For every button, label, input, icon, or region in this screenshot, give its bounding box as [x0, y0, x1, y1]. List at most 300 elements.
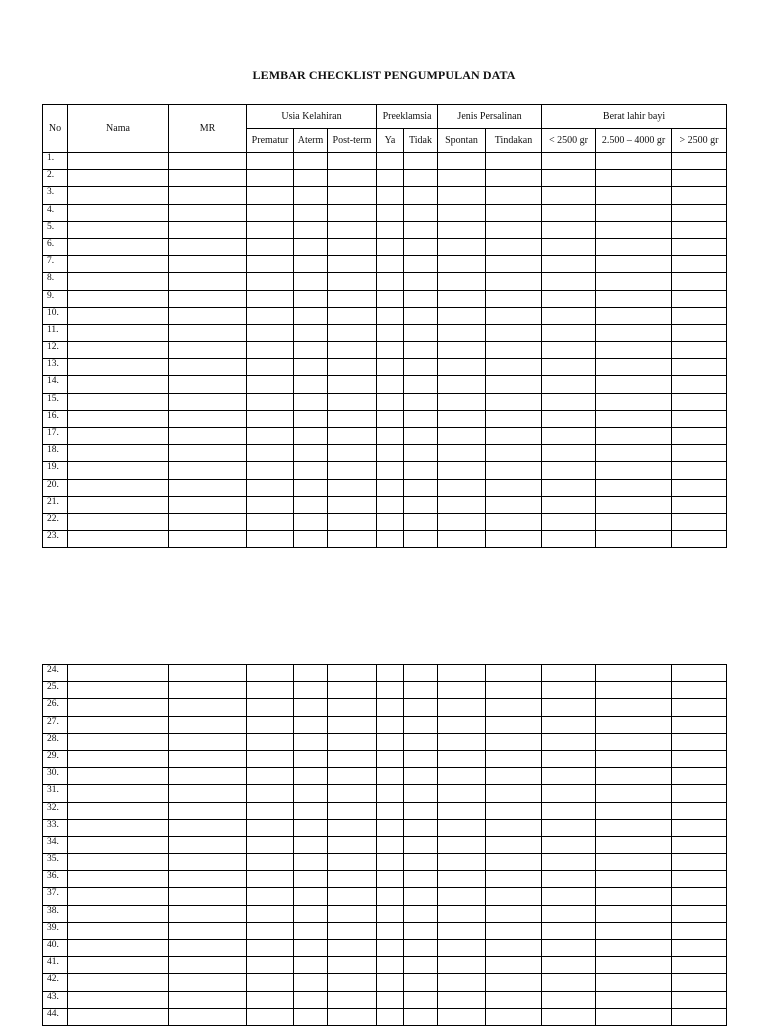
row-number: 11.: [43, 324, 68, 341]
table-row: [43, 307, 727, 324]
empty-cell: [542, 940, 596, 957]
empty-cell: [596, 307, 672, 324]
empty-cell: [672, 750, 727, 767]
empty-cell: [596, 802, 672, 819]
empty-cell: [672, 922, 727, 939]
empty-cell: [377, 957, 404, 974]
empty-cell: [68, 854, 169, 871]
empty-cell: [672, 187, 727, 204]
empty-cell: [596, 513, 672, 530]
empty-cell: [169, 342, 247, 359]
empty-cell: [438, 922, 486, 939]
empty-cell: [328, 359, 377, 376]
empty-cell: [596, 665, 672, 682]
header-no: No: [43, 105, 68, 153]
table-row: [43, 940, 727, 957]
empty-cell: [294, 342, 328, 359]
empty-cell: [169, 256, 247, 273]
empty-cell: [486, 1008, 542, 1025]
empty-cell: [486, 273, 542, 290]
empty-cell: [486, 342, 542, 359]
table-row: [43, 768, 727, 785]
empty-cell: [328, 324, 377, 341]
empty-cell: [542, 871, 596, 888]
empty-cell: [247, 324, 294, 341]
empty-cell: [596, 445, 672, 462]
empty-cell: [672, 665, 727, 682]
empty-cell: [404, 991, 438, 1008]
empty-cell: [377, 665, 404, 682]
empty-cell: [68, 307, 169, 324]
empty-cell: [169, 170, 247, 187]
empty-cell: [68, 957, 169, 974]
empty-cell: [377, 428, 404, 445]
empty-cell: [247, 410, 294, 427]
empty-cell: [294, 307, 328, 324]
empty-cell: [328, 410, 377, 427]
empty-cell: [68, 359, 169, 376]
empty-cell: [596, 888, 672, 905]
empty-cell: [438, 393, 486, 410]
empty-cell: [247, 170, 294, 187]
empty-cell: [438, 991, 486, 1008]
empty-cell: [247, 531, 294, 548]
empty-cell: [169, 957, 247, 974]
empty-cell: [438, 513, 486, 530]
empty-cell: [438, 733, 486, 750]
empty-cell: [328, 153, 377, 170]
empty-cell: [404, 716, 438, 733]
empty-cell: [404, 170, 438, 187]
empty-cell: [542, 170, 596, 187]
empty-cell: [596, 428, 672, 445]
empty-cell: [377, 359, 404, 376]
empty-cell: [68, 1008, 169, 1025]
empty-cell: [404, 273, 438, 290]
empty-cell: [542, 273, 596, 290]
table-row: [43, 922, 727, 939]
empty-cell: [486, 699, 542, 716]
empty-cell: [294, 957, 328, 974]
empty-cell: [169, 716, 247, 733]
empty-cell: [404, 410, 438, 427]
empty-cell: [438, 750, 486, 767]
empty-cell: [68, 204, 169, 221]
empty-cell: [438, 445, 486, 462]
row-number: 28.: [43, 733, 68, 750]
empty-cell: [404, 871, 438, 888]
empty-cell: [438, 342, 486, 359]
empty-cell: [377, 290, 404, 307]
empty-cell: [68, 187, 169, 204]
empty-cell: [542, 733, 596, 750]
empty-cell: [596, 410, 672, 427]
empty-cell: [672, 699, 727, 716]
empty-cell: [404, 854, 438, 871]
empty-cell: [542, 802, 596, 819]
empty-cell: [404, 665, 438, 682]
empty-cell: [294, 376, 328, 393]
empty-cell: [596, 153, 672, 170]
empty-cell: [247, 513, 294, 530]
empty-cell: [438, 888, 486, 905]
table-row: [43, 802, 727, 819]
table-row: [43, 428, 727, 445]
empty-cell: [68, 342, 169, 359]
row-number: 43.: [43, 991, 68, 1008]
table-row: [43, 221, 727, 238]
empty-cell: [169, 802, 247, 819]
empty-cell: [404, 957, 438, 974]
empty-cell: [328, 665, 377, 682]
row-number: 34.: [43, 836, 68, 853]
empty-cell: [404, 682, 438, 699]
empty-cell: [328, 940, 377, 957]
empty-cell: [68, 428, 169, 445]
empty-cell: [377, 221, 404, 238]
empty-cell: [169, 393, 247, 410]
empty-cell: [169, 204, 247, 221]
row-number: 42.: [43, 974, 68, 991]
empty-cell: [672, 991, 727, 1008]
empty-cell: [68, 802, 169, 819]
empty-cell: [404, 750, 438, 767]
empty-cell: [596, 376, 672, 393]
empty-cell: [672, 888, 727, 905]
empty-cell: [328, 922, 377, 939]
header-aterm: Aterm: [294, 129, 328, 153]
empty-cell: [169, 819, 247, 836]
empty-cell: [404, 785, 438, 802]
empty-cell: [542, 462, 596, 479]
empty-cell: [672, 682, 727, 699]
empty-cell: [486, 393, 542, 410]
empty-cell: [247, 273, 294, 290]
empty-cell: [247, 153, 294, 170]
table-row: [43, 273, 727, 290]
empty-cell: [404, 221, 438, 238]
empty-cell: [328, 768, 377, 785]
empty-cell: [377, 991, 404, 1008]
empty-cell: [486, 359, 542, 376]
empty-cell: [596, 750, 672, 767]
empty-cell: [596, 256, 672, 273]
header-ya: Ya: [377, 129, 404, 153]
empty-cell: [542, 905, 596, 922]
empty-cell: [542, 665, 596, 682]
header-usia-kelahiran: Usia Kelahiran: [247, 105, 377, 129]
empty-cell: [247, 393, 294, 410]
empty-cell: [486, 957, 542, 974]
empty-cell: [328, 991, 377, 1008]
empty-cell: [328, 716, 377, 733]
empty-cell: [328, 187, 377, 204]
empty-cell: [247, 750, 294, 767]
empty-cell: [404, 290, 438, 307]
table-row: [43, 888, 727, 905]
empty-cell: [169, 940, 247, 957]
empty-cell: [486, 462, 542, 479]
empty-cell: [672, 940, 727, 957]
empty-cell: [294, 819, 328, 836]
empty-cell: [438, 699, 486, 716]
empty-cell: [169, 854, 247, 871]
empty-cell: [672, 307, 727, 324]
empty-cell: [404, 922, 438, 939]
empty-cell: [377, 836, 404, 853]
empty-cell: [169, 905, 247, 922]
empty-cell: [328, 290, 377, 307]
table-row: [43, 957, 727, 974]
empty-cell: [438, 785, 486, 802]
empty-cell: [542, 238, 596, 255]
row-number: 20.: [43, 479, 68, 496]
empty-cell: [294, 733, 328, 750]
empty-cell: [672, 802, 727, 819]
row-number: 12.: [43, 342, 68, 359]
header-gt-2500: > 2500 gr: [672, 129, 727, 153]
empty-cell: [169, 513, 247, 530]
table-row: [43, 342, 727, 359]
empty-cell: [377, 699, 404, 716]
empty-cell: [672, 957, 727, 974]
table-row: [43, 324, 727, 341]
table-row: [43, 819, 727, 836]
empty-cell: [377, 187, 404, 204]
empty-cell: [247, 682, 294, 699]
empty-cell: [672, 359, 727, 376]
empty-cell: [404, 342, 438, 359]
empty-cell: [542, 836, 596, 853]
table-row: [43, 871, 727, 888]
empty-cell: [68, 785, 169, 802]
empty-cell: [404, 359, 438, 376]
table-row: [43, 204, 727, 221]
empty-cell: [438, 462, 486, 479]
row-number: 38.: [43, 905, 68, 922]
table-row: [43, 1008, 727, 1025]
empty-cell: [542, 974, 596, 991]
empty-cell: [672, 836, 727, 853]
empty-cell: [542, 1008, 596, 1025]
empty-cell: [542, 699, 596, 716]
empty-cell: [438, 665, 486, 682]
empty-cell: [68, 940, 169, 957]
empty-cell: [328, 957, 377, 974]
empty-cell: [68, 324, 169, 341]
empty-cell: [672, 170, 727, 187]
empty-cell: [377, 922, 404, 939]
empty-cell: [247, 768, 294, 785]
empty-cell: [247, 836, 294, 853]
empty-cell: [672, 342, 727, 359]
empty-cell: [68, 221, 169, 238]
empty-cell: [247, 462, 294, 479]
empty-cell: [377, 462, 404, 479]
empty-cell: [294, 204, 328, 221]
empty-cell: [404, 376, 438, 393]
empty-cell: [486, 221, 542, 238]
empty-cell: [68, 974, 169, 991]
empty-cell: [68, 991, 169, 1008]
table-row: [43, 785, 727, 802]
empty-cell: [294, 802, 328, 819]
empty-cell: [294, 273, 328, 290]
header-2500-4000: 2.500 – 4000 gr: [596, 129, 672, 153]
table-row: [43, 170, 727, 187]
empty-cell: [596, 922, 672, 939]
empty-cell: [294, 699, 328, 716]
empty-cell: [438, 496, 486, 513]
empty-cell: [596, 716, 672, 733]
empty-cell: [68, 479, 169, 496]
empty-cell: [486, 888, 542, 905]
empty-cell: [486, 905, 542, 922]
empty-cell: [377, 393, 404, 410]
header-prematur: Prematur: [247, 129, 294, 153]
empty-cell: [486, 768, 542, 785]
empty-cell: [68, 819, 169, 836]
empty-cell: [404, 513, 438, 530]
table-row: [43, 836, 727, 853]
row-number: 4.: [43, 204, 68, 221]
empty-cell: [596, 462, 672, 479]
table-row: [43, 393, 727, 410]
empty-cell: [404, 836, 438, 853]
empty-cell: [328, 342, 377, 359]
empty-cell: [596, 733, 672, 750]
empty-cell: [247, 802, 294, 819]
empty-cell: [486, 153, 542, 170]
empty-cell: [294, 922, 328, 939]
empty-cell: [328, 428, 377, 445]
table-row: [43, 682, 727, 699]
table-row: [43, 445, 727, 462]
empty-cell: [169, 785, 247, 802]
row-number: 18.: [43, 445, 68, 462]
empty-cell: [404, 462, 438, 479]
empty-cell: [438, 871, 486, 888]
empty-cell: [486, 665, 542, 682]
empty-cell: [294, 905, 328, 922]
empty-cell: [438, 153, 486, 170]
row-number: 15.: [43, 393, 68, 410]
empty-cell: [169, 479, 247, 496]
empty-cell: [596, 496, 672, 513]
empty-cell: [596, 905, 672, 922]
empty-cell: [377, 479, 404, 496]
empty-cell: [542, 716, 596, 733]
empty-cell: [672, 256, 727, 273]
empty-cell: [672, 974, 727, 991]
empty-cell: [169, 359, 247, 376]
row-number: 22.: [43, 513, 68, 530]
empty-cell: [377, 750, 404, 767]
empty-cell: [486, 802, 542, 819]
row-number: 10.: [43, 307, 68, 324]
empty-cell: [328, 905, 377, 922]
empty-cell: [68, 871, 169, 888]
empty-cell: [328, 462, 377, 479]
row-number: 16.: [43, 410, 68, 427]
empty-cell: [68, 410, 169, 427]
empty-cell: [486, 428, 542, 445]
empty-cell: [68, 496, 169, 513]
empty-cell: [596, 871, 672, 888]
empty-cell: [294, 750, 328, 767]
empty-cell: [68, 513, 169, 530]
empty-cell: [438, 819, 486, 836]
row-number: 23.: [43, 531, 68, 548]
empty-cell: [377, 888, 404, 905]
empty-cell: [542, 513, 596, 530]
empty-cell: [377, 905, 404, 922]
row-number: 8.: [43, 273, 68, 290]
empty-cell: [596, 273, 672, 290]
table-row: [43, 531, 727, 548]
empty-cell: [68, 733, 169, 750]
empty-cell: [294, 871, 328, 888]
empty-cell: [542, 359, 596, 376]
empty-cell: [169, 376, 247, 393]
empty-cell: [169, 531, 247, 548]
empty-cell: [486, 290, 542, 307]
header-mr: MR: [169, 105, 247, 153]
empty-cell: [169, 750, 247, 767]
empty-cell: [377, 376, 404, 393]
empty-cell: [328, 221, 377, 238]
empty-cell: [672, 768, 727, 785]
empty-cell: [328, 888, 377, 905]
empty-cell: [377, 513, 404, 530]
empty-cell: [596, 854, 672, 871]
empty-cell: [438, 1008, 486, 1025]
table-row: [43, 750, 727, 767]
empty-cell: [247, 922, 294, 939]
empty-cell: [247, 665, 294, 682]
empty-cell: [169, 496, 247, 513]
empty-cell: [404, 733, 438, 750]
empty-cell: [247, 854, 294, 871]
empty-cell: [672, 1008, 727, 1025]
empty-cell: [596, 359, 672, 376]
empty-cell: [68, 153, 169, 170]
empty-cell: [672, 428, 727, 445]
empty-cell: [404, 153, 438, 170]
header-jenis-persalinan: Jenis Persalinan: [438, 105, 542, 129]
empty-cell: [294, 496, 328, 513]
row-number: 1.: [43, 153, 68, 170]
row-number: 29.: [43, 750, 68, 767]
empty-cell: [328, 307, 377, 324]
empty-cell: [404, 888, 438, 905]
empty-cell: [486, 170, 542, 187]
empty-cell: [377, 1008, 404, 1025]
table-row: [43, 665, 727, 682]
empty-cell: [247, 699, 294, 716]
empty-cell: [596, 1008, 672, 1025]
empty-cell: [404, 324, 438, 341]
empty-cell: [247, 238, 294, 255]
empty-cell: [169, 153, 247, 170]
empty-cell: [328, 802, 377, 819]
empty-cell: [542, 290, 596, 307]
empty-cell: [68, 699, 169, 716]
empty-cell: [328, 238, 377, 255]
empty-cell: [438, 307, 486, 324]
empty-cell: [404, 307, 438, 324]
empty-cell: [596, 204, 672, 221]
